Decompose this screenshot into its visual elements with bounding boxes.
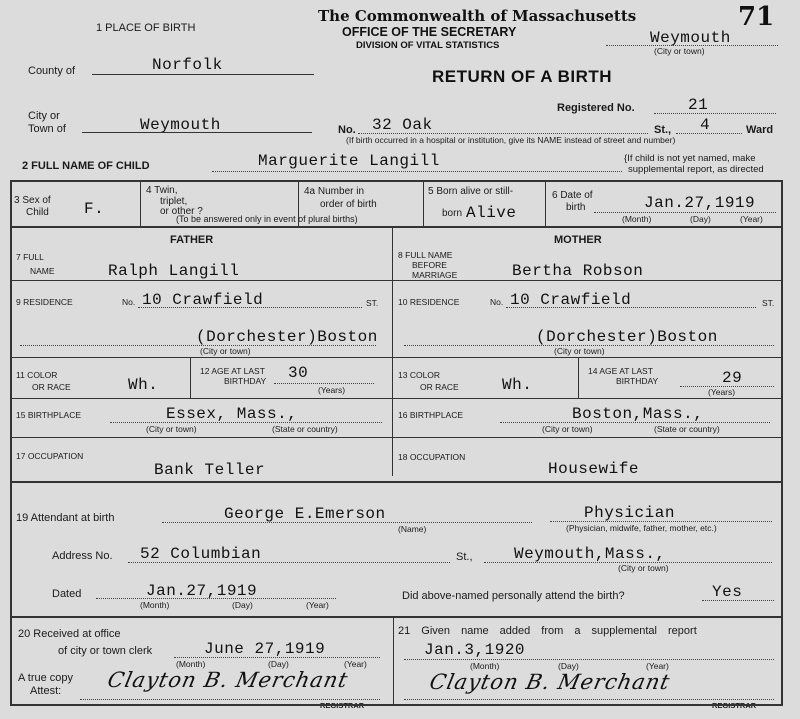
form-title: RETURN OF A BIRTH [432, 67, 613, 86]
place-of-birth-label: 1 PLACE OF BIRTH [96, 22, 196, 34]
ward-value: 4 [700, 116, 711, 134]
registrar-signature-right: Clayton B. Merchant [427, 670, 673, 694]
received-year-cap: (Year) [344, 659, 367, 669]
father-city-caption: (City or town) [200, 346, 251, 356]
mother-age-value: 29 [722, 369, 743, 387]
twin-label-2: triplet, [160, 196, 188, 207]
father-color-div [190, 358, 191, 398]
child-name-value: Marguerite Langill [258, 152, 440, 170]
row3-div-4 [545, 181, 546, 226]
county-label: County of [28, 65, 76, 77]
header-city-value: Weymouth [650, 29, 731, 47]
registrar-line-right [404, 699, 774, 700]
twin-label-1: 4 Twin, [146, 185, 178, 196]
true-copy-label-2: Attest: [30, 685, 62, 697]
alive-label-1: 5 Born alive or still- [428, 186, 514, 197]
row3-bottom [10, 226, 782, 228]
dated-month-cap: (Month) [140, 600, 170, 610]
header-city-caption: (City or town) [654, 46, 705, 56]
mother-color-value: Wh. [502, 376, 533, 394]
hospital-note: (If birth occurred in a hospital or institution, give its NAME instead of street and number) [346, 135, 676, 145]
mother-birthplace-line [500, 422, 770, 423]
county-line [92, 74, 314, 75]
row3-top [10, 180, 782, 182]
plural-note: (To be answered only in event of plural births) [176, 214, 358, 224]
address-city-value: Weymouth,Mass., [514, 545, 666, 563]
address-city-cap: (City or town) [618, 563, 669, 573]
mother-res-no-label: No. [490, 297, 504, 307]
supplemental-date-value: Jan.3,1920 [424, 641, 526, 659]
father-name-value: Ralph Langill [108, 262, 240, 280]
father-res-no-label: No. [122, 297, 136, 307]
parents-divider [392, 227, 393, 476]
mother-occupation-label: 18 OCCUPATION [398, 452, 466, 462]
attendant-name-line [162, 522, 532, 523]
supp-year-cap: (Year) [646, 661, 669, 671]
birth-year-cap: (Year) [740, 214, 763, 224]
father-occupation-value: Bank Teller [154, 461, 266, 479]
registrar-caption-right: REGISTRAR [712, 701, 757, 710]
mother-city-value: (Dorchester)Boston [536, 328, 718, 346]
record-number: 71 [738, 2, 775, 32]
office-title: OFFICE OF THE SECRETARY [342, 25, 517, 39]
father-birthplace-label: 15 BIRTHPLACE [16, 410, 82, 420]
father-age-label-2: BIRTHDAY [224, 376, 267, 386]
street-no-value: 32 Oak [372, 116, 433, 134]
mother-heading: MOTHER [554, 234, 602, 246]
city-line [82, 132, 312, 133]
mother-birthplace-label: 16 BIRTHPLACE [398, 410, 464, 420]
right-border [781, 180, 783, 704]
mother-color-label-2: OR RACE [420, 382, 459, 392]
received-label-2: of city or town clerk [58, 645, 153, 657]
father-bp-state-cap: (State or country) [272, 424, 338, 434]
dated-day-cap: (Day) [232, 600, 253, 610]
father-name-label-2: NAME [30, 266, 55, 276]
birth-date-label-2: birth [566, 202, 586, 213]
father-color-value: Wh. [128, 376, 159, 394]
mother-residence-label: 10 RESIDENCE [398, 297, 460, 307]
birth-date-value: Jan.27,1919 [644, 194, 756, 212]
father-age-label-1: 12 AGE AT LAST [200, 366, 265, 376]
dated-value: Jan.27,1919 [146, 582, 258, 600]
received-month-cap: (Month) [176, 659, 206, 669]
row9-bottom [12, 357, 781, 358]
received-date-line [174, 657, 380, 658]
ward-label: Ward [746, 124, 774, 136]
street-no-label: No. [338, 124, 356, 136]
row15-bottom [12, 437, 781, 438]
city-label-1: City or [28, 110, 60, 122]
mother-city-caption: (City or town) [554, 346, 605, 356]
sex-label-1: 3 Sex of [14, 195, 51, 206]
order-label-2: order of birth [320, 199, 377, 210]
registered-line [654, 113, 776, 114]
supplemental-date-line [404, 659, 774, 660]
father-res-line [138, 307, 362, 308]
father-occupation-label: 17 OCCUPATION [16, 451, 84, 461]
child-name-label: 2 FULL NAME OF CHILD [22, 160, 150, 172]
supp-day-cap: (Day) [558, 661, 579, 671]
attendant-role-value: Physician [584, 504, 675, 522]
child-name-note-1: {If child is not yet named, make [624, 153, 756, 164]
mother-age-label-2: BIRTHDAY [616, 376, 659, 386]
bottom-divider [393, 617, 394, 704]
street-st-label: St., [654, 124, 672, 136]
attendant-name-value: George E.Emerson [224, 505, 386, 523]
mother-color-label-1: 13 COLOR [398, 370, 441, 380]
address-label: Address No. [52, 550, 113, 562]
mother-name-line [393, 280, 781, 281]
attend-question: Did above-named personally attend the birth? [402, 590, 625, 602]
mother-name-label-2: BEFORE [412, 260, 447, 270]
father-residence-label: 9 RESIDENCE [16, 297, 73, 307]
mother-color-div [578, 358, 579, 398]
address-value: 52 Columbian [140, 545, 262, 563]
mother-years-cap: (Years) [708, 387, 736, 397]
dated-label: Dated [52, 588, 82, 600]
attendant-role-line [550, 521, 772, 522]
registrar-caption-left: REGISTRAR [320, 701, 365, 710]
child-name-note-2: supplemental report, as directed [628, 164, 764, 175]
row11-bottom [12, 398, 781, 399]
mother-residence-value: 10 Crawfield [510, 291, 632, 309]
mother-name-label-3: MARRIAGE [412, 270, 458, 280]
row17-bottom [12, 481, 781, 483]
received-day-cap: (Day) [268, 659, 289, 669]
sex-label-2: Child [26, 207, 49, 218]
city-label-2: Town of [28, 123, 66, 135]
order-label-1: 4a Number in [304, 186, 365, 197]
father-birthplace-value: Essex, Mass., [166, 405, 298, 423]
registrar-line-left [80, 699, 380, 700]
mother-res-st: ST. [762, 298, 775, 308]
mother-age-label-1: 14 AGE AT LAST [588, 366, 653, 376]
birth-month-cap: (Month) [622, 214, 652, 224]
father-residence-value: 10 Crawfield [142, 291, 264, 309]
mother-name-label-1: 8 FULL NAME [398, 250, 453, 260]
attendant-label: 19 Attendant at birth [16, 512, 115, 524]
mother-bp-city-cap: (City or town) [542, 424, 593, 434]
dated-line [96, 598, 336, 599]
father-name-label-1: 7 FULL [16, 252, 44, 262]
form-bottom [10, 704, 783, 706]
child-name-line [212, 171, 622, 172]
note-1-text: If child is not yet named, make [627, 153, 756, 164]
father-city-value: (Dorchester)Boston [196, 328, 378, 346]
address-line [128, 562, 450, 563]
alive-value: Alive [466, 204, 517, 222]
father-birthplace-line [110, 422, 382, 423]
twin-label-3: or other ? [160, 206, 203, 217]
father-name-line [12, 280, 392, 281]
alive-label-2: born [442, 208, 463, 219]
city-value: Weymouth [140, 116, 221, 134]
father-age-line [274, 383, 374, 384]
received-date-value: June 27,1919 [204, 640, 326, 658]
commonwealth-title: The Commonwealth of Massachusetts [318, 7, 637, 25]
address-st-label: St., [456, 551, 473, 563]
registered-label: Registered No. [557, 102, 635, 114]
father-res-st: ST. [366, 298, 379, 308]
division-title: DIVISION OF VITAL STATISTICS [356, 40, 500, 51]
true-copy-label-1: A true copy [18, 672, 74, 684]
mother-bp-state-cap: (State or country) [654, 424, 720, 434]
father-heading: FATHER [170, 234, 214, 246]
ward-line [676, 133, 742, 134]
row3-div-1 [140, 181, 141, 226]
attendant-name-cap: (Name) [398, 524, 427, 534]
birth-day-cap: (Day) [690, 214, 711, 224]
attend-line [702, 600, 774, 601]
dated-year-cap: (Year) [306, 600, 329, 610]
birth-date-line [594, 212, 776, 213]
row19-bottom [12, 616, 781, 618]
father-years-cap: (Years) [318, 385, 346, 395]
father-bp-city-cap: (City or town) [146, 424, 197, 434]
father-color-label-1: 11 COLOR [16, 370, 58, 380]
supp-month-cap: (Month) [470, 661, 500, 671]
mother-occupation-value: Housewife [548, 460, 639, 478]
father-city-line [20, 345, 376, 346]
left-border [10, 180, 12, 704]
attend-answer: Yes [712, 583, 743, 601]
father-color-label-2: OR RACE [32, 382, 71, 392]
attendant-role-cap: (Physician, midwife, father, mother, etc.) [566, 523, 717, 533]
received-label-1: 20 Received at office [18, 628, 121, 640]
sex-value: F. [84, 200, 105, 218]
registrar-signature-left: Clayton B. Merchant [105, 668, 351, 692]
birth-date-label-1: 6 Date of [552, 190, 593, 201]
mother-res-line [506, 307, 756, 308]
supplemental-label: 21 Given name added from a supplemental report [398, 625, 697, 637]
father-age-value: 30 [288, 364, 309, 382]
row3-div-3 [423, 181, 424, 226]
mother-birthplace-value: Boston,Mass., [572, 405, 704, 423]
mother-name-value: Bertha Robson [512, 262, 644, 280]
street-line [358, 133, 648, 134]
county-value: Norfolk [152, 56, 223, 74]
registered-value: 21 [688, 96, 709, 114]
